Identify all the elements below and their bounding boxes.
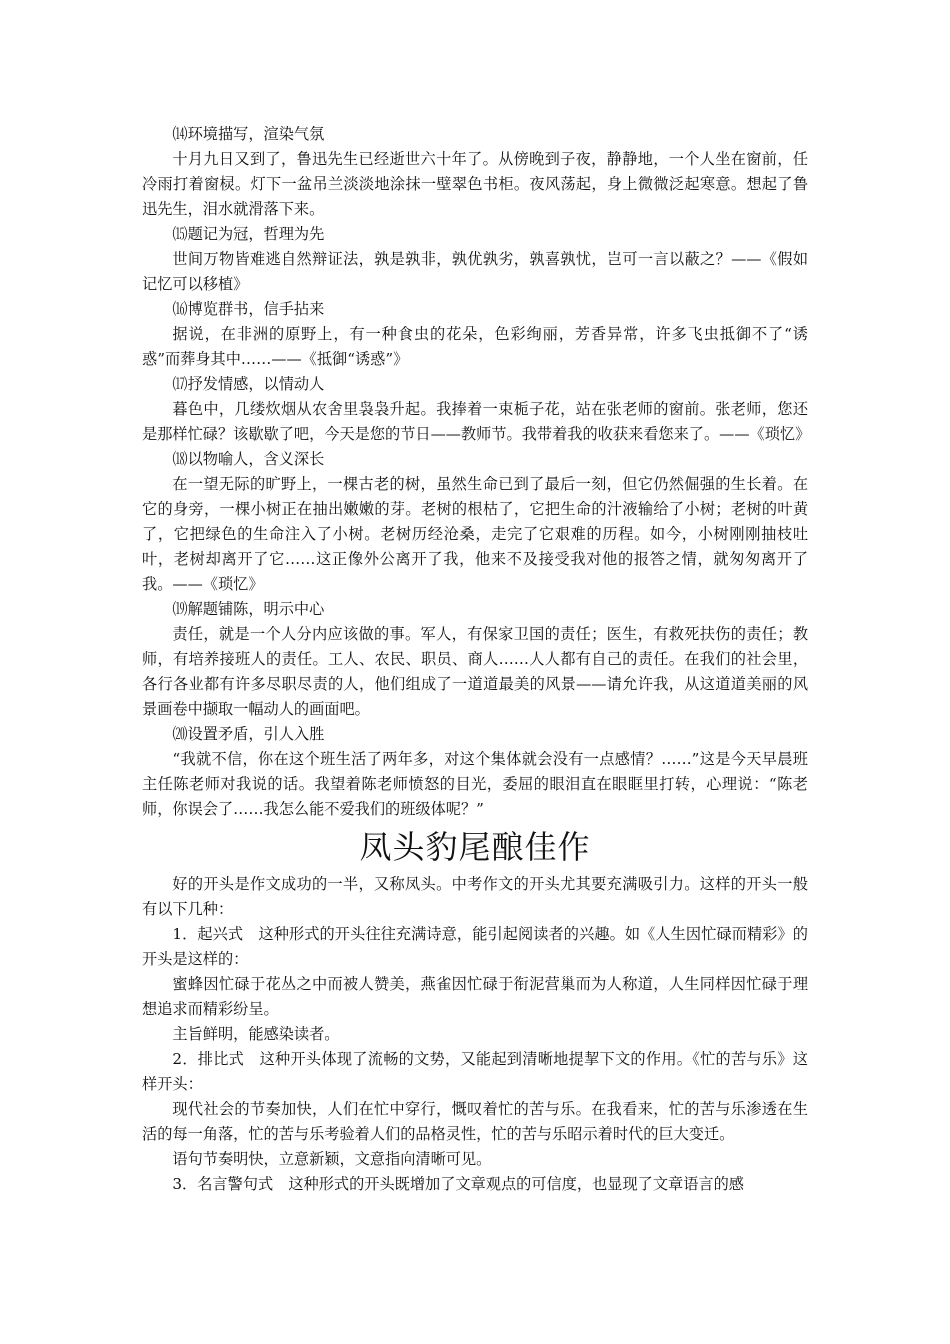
item-body: 暮色中，几缕炊烟从农舍里袅袅升起。我捧着一束栀子花，站在张老师的窗前。张老师，您还是那样忙碌？该歇歇了吧，今天是您的节日——教师节。我带着我的收获来看您来了。——《琐忆》 — [142, 400, 811, 443]
section-paragraph: 蜜蜂因忙碌于花丛之中而被人赞美，燕雀因忙碌于衔泥营巢而为人称道，人生同样因忙碌于理想追求而精彩纷呈。 — [142, 975, 808, 1018]
item-body: 在一望无际的旷野上，一棵古老的树，虽然生命已到了最后一刻，但它仍然倔强的生长着。在它的身旁，一棵小树正在抽出嫩嫩的芽。老树的根枯了，它把生命的汁液输给了小树；老树的叶黄了，它把绿色的生命注入了小树。老树历经沧桑，走完了它艰难的历程。如今，小树刚刚抽枝吐叶，老树却离开了它……这正像外公离开了我，他来不及接受我对他的报答之情，就匆匆离开了我。——《琐忆》 — [142, 475, 808, 593]
section-paragraph: 3．名言警句式 这种形式的开头既增加了文章观点的可信度，也显现了文章语言的感 — [172, 1175, 744, 1193]
item-body: 十月九日又到了，鲁迅先生已经逝世六十年了。从傍晚到子夜，静静地，一个人坐在窗前，任冷雨打着窗棂。灯下一盆吊兰淡淡地涂抹一壁翠色书柜。夜风荡起，身上微微泛起寒意。想起了鲁迅先生，泪水就滑落下来。 — [142, 150, 808, 218]
item-body: 责任，就是一个人分内应该做的事。军人，有保家卫国的责任；医生，有救死扶伤的责任；教师，有培养接班人的责任。工人、农民、职员、商人……人人都有自己的责任。在我们的社会里，各行各业都有许多尽职尽责的人，他们组成了一道道最美的风景——请允许我，从这道道美丽的风景画卷中撷取一幅动人的画面吧。 — [142, 625, 808, 718]
item-body: 据说，在非洲的原野上，有一种食虫的花朵，色彩绚丽，芳香异常，许多飞虫抵御不了“诱惑”而葬身其中……——《抵御“诱惑”》 — [142, 325, 808, 368]
item-body: “我就不信，你在这个班生活了两年多，对这个集体就会没有一点感情？……”这是今天早晨班主任陈老师对我说的话。我望着陈老师愤怒的目光，委屈的眼泪直在眼眶里打转，心理说：“陈老师，你误会了……我怎么能不爱我们的班级体呢？” — [142, 750, 808, 818]
item-heading: ⒅以物喻人，含义深长 — [172, 450, 325, 468]
section-paragraph: 1．起兴式 这种形式的开头往往充满诗意，能引起阅读者的兴趣。如《人生因忙碌而精彩》的开头是这样的： — [142, 925, 808, 968]
item-body: 世间万物皆难逃自然辩证法，孰是孰非，孰优孰劣，孰喜孰忧，岂可一言以蔽之？——《假如记忆可以移植》 — [142, 250, 808, 293]
section-paragraph: 主旨鲜明，能感染读者。 — [172, 1025, 340, 1043]
item-heading: ⒃博览群书，信手拈来 — [172, 300, 325, 318]
item-heading: ⒁环境描写，渲染气氛 — [172, 125, 325, 143]
section-title: 凤头豹尾酿佳作 — [359, 828, 591, 866]
section-paragraph: 好的开头是作文成功的一半，又称凤头。中考作文的开头尤其要充满吸引力。这样的开头一般有以下几种： — [142, 875, 808, 918]
item-heading: ⒆解题铺陈，明示中心 — [172, 600, 325, 618]
item-heading: ⒂题记为冠，哲理为先 — [172, 225, 325, 243]
section-paragraph: 2．排比式 这种开头体现了流畅的文势，又能起到清晰地提挈下文的作用。《忙的苦与乐》这样开头： — [142, 1050, 808, 1093]
section-paragraph: 语句节奏明快，立意新颖，文意指向清晰可见。 — [172, 1150, 492, 1168]
item-heading: ⒄抒发情感，以情动人 — [172, 375, 325, 393]
item-heading: ⒇设置矛盾，引人入胜 — [172, 725, 325, 743]
section-paragraph: 现代社会的节奏加快，人们在忙中穿行，慨叹着忙的苦与乐。在我看来，忙的苦与乐渗透在生活的每一角落，忙的苦与乐考验着人们的品格灵性，忙的苦与乐昭示着时代的巨大变迁。 — [142, 1100, 808, 1143]
document-body — [142, 122, 811, 1197]
